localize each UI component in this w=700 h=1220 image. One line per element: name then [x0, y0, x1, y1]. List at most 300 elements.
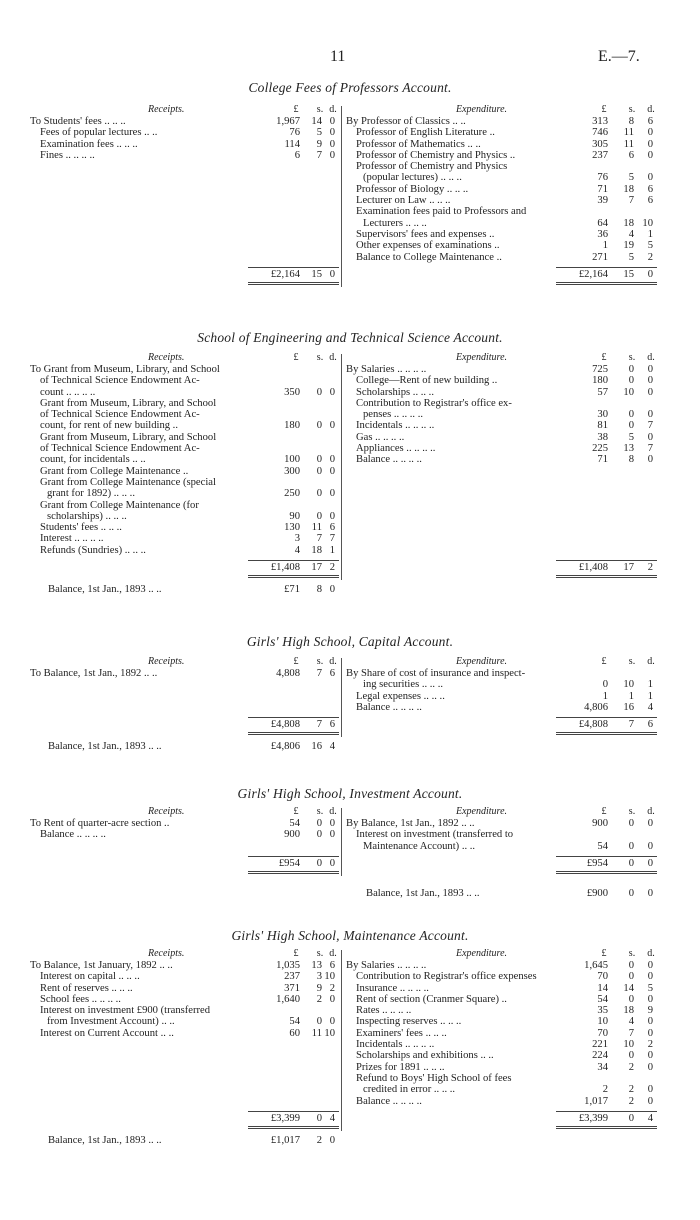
amount-pence: 0 [647, 409, 653, 421]
total-double-rule [556, 871, 657, 874]
amount-pounds: 54 [289, 1016, 300, 1028]
total-double-rule [556, 575, 657, 578]
receipt-row [30, 1028, 340, 1039]
total-rule [248, 267, 339, 268]
receipts-total [30, 1107, 340, 1125]
amount-pence: 0 [329, 1016, 335, 1028]
balance-note [30, 1135, 350, 1146]
amount-pounds: £1,408 [578, 562, 608, 574]
receipt-row [30, 545, 340, 556]
total-rule [248, 560, 339, 561]
amount-pounds: 38 [597, 431, 608, 443]
expenditure-row [346, 229, 656, 240]
amount-pence: 7 [647, 443, 653, 455]
amount-pounds: 36 [597, 228, 608, 240]
receipts-header [30, 104, 340, 116]
amount-pence: 0 [329, 829, 335, 841]
amount-pounds: 250 [284, 488, 300, 500]
receipts-total [30, 556, 340, 574]
row-description: Refund to Boys' High School of fees [356, 1072, 512, 1084]
receipts-total [30, 263, 340, 281]
amount-pence: 0 [647, 887, 653, 899]
unit-pounds: £ [601, 104, 607, 115]
amount-shillings: 7 [628, 1027, 634, 1039]
amount-shillings: 5 [628, 431, 634, 443]
amount-pounds: 1,967 [276, 116, 300, 127]
row-description: Lecturers .. .. .. [363, 217, 427, 229]
amount-shillings: 7 [316, 719, 322, 731]
amount-shillings: 0 [316, 454, 322, 466]
amount-shillings: 2 [628, 1084, 634, 1096]
amount-pounds: 14 [597, 982, 608, 994]
row-description: Grant from College Maintenance (for [40, 499, 199, 511]
receipt-row [30, 971, 340, 982]
spacer [30, 1039, 340, 1050]
row-description: Rent of reserves .. .. .. [40, 982, 133, 994]
expenditure-column [346, 656, 656, 731]
amount-pence: 2 [329, 982, 335, 994]
spacer [30, 195, 340, 206]
amount-pounds: 70 [597, 1027, 608, 1039]
unit-pounds: £ [601, 352, 607, 363]
amount-shillings: 16 [623, 701, 634, 713]
amount-pence: 10 [324, 971, 335, 983]
row-description: By Salaries .. .. .. .. [346, 960, 427, 971]
row-description: Insurance .. .. .. .. [356, 982, 429, 994]
row-description: Grant from College Maintenance (special [40, 476, 216, 488]
amount-pounds: £900 [586, 887, 608, 899]
amount-pounds: £4,806 [270, 741, 300, 753]
amount-shillings: 18 [623, 1005, 634, 1017]
amount-shillings: 17 [623, 562, 634, 574]
amount-pounds: 1,035 [276, 960, 300, 971]
amount-shillings: 5 [316, 127, 322, 139]
amount-pence: 0 [329, 510, 335, 522]
amount-pence: 7 [647, 420, 653, 432]
expenditure-row [346, 702, 656, 713]
receipt-row [30, 454, 340, 465]
total-double-rule [248, 871, 339, 874]
expenditure-row [346, 454, 656, 465]
amount-shillings: 0 [316, 488, 322, 500]
row-description: Contribution to Registrar's office ex- [356, 397, 512, 409]
amount-shillings: 5 [628, 251, 634, 263]
amount-pence: 2 [647, 562, 653, 574]
expenditure-row [346, 443, 656, 454]
spacer [30, 1096, 340, 1107]
amount-pence: 0 [647, 1061, 653, 1073]
expenditure-total [346, 1107, 656, 1125]
spacer [30, 172, 340, 183]
amount-shillings: 7 [628, 719, 634, 731]
amount-pounds: 35 [597, 1005, 608, 1017]
expenditure-row [346, 116, 656, 127]
total-amount [346, 858, 666, 869]
amount-pounds: 1,645 [584, 960, 608, 971]
amount-shillings: 2 [316, 1134, 322, 1146]
row-description: Interest on investment £900 (transferred [40, 1005, 211, 1017]
spacer [30, 252, 340, 263]
amount-pence: 0 [329, 1134, 335, 1146]
amount-shillings: 14 [311, 116, 322, 127]
amount-pence: 7 [329, 533, 335, 545]
unit-shillings: s. [628, 104, 636, 115]
amount-pence: 0 [329, 127, 335, 139]
column-divider [341, 354, 342, 580]
amount-pounds: 30 [597, 409, 608, 421]
unit-pence: d. [329, 104, 337, 115]
amount-pence: 10 [324, 1027, 335, 1039]
amount-shillings: 11 [623, 138, 634, 150]
unit-pence: d. [329, 948, 337, 959]
expenditure-row [346, 818, 656, 829]
amount-pounds: 224 [592, 1050, 608, 1062]
row-description: To Rent of quarter-acre section .. [30, 818, 170, 829]
amount-shillings: 10 [623, 679, 634, 691]
amount-pence: 4 [329, 741, 335, 753]
unit-pounds: £ [601, 656, 607, 667]
spacer [30, 184, 340, 195]
amount-shillings: 0 [628, 818, 634, 829]
amount-pence: 1 [647, 690, 653, 702]
receipt-row [30, 364, 340, 375]
expenditure-total [346, 713, 656, 731]
spacer [346, 545, 656, 556]
receipt-row [30, 818, 340, 829]
amount-shillings: 9 [316, 982, 322, 994]
balance-text: Balance, 1st Jan., 1893 .. .. [366, 887, 480, 899]
amount-pence: 0 [647, 1095, 653, 1107]
expenditure-label: Expenditure. [456, 806, 508, 817]
amount-shillings: 0 [628, 857, 634, 869]
receipt-row [30, 511, 340, 522]
unit-pounds: £ [601, 806, 607, 817]
row-description: Maintenance Account) .. .. [363, 840, 476, 852]
balance-note [346, 888, 656, 899]
expenditure-row [346, 1096, 656, 1107]
amount-pounds: 350 [284, 386, 300, 398]
row-description: Scholarships .. .. .. [356, 386, 434, 398]
amount-shillings: 4 [628, 228, 634, 240]
amount-pence: 4 [329, 1112, 335, 1124]
receipt-row [30, 960, 340, 971]
row-description: grant for 1892) .. .. .. [47, 488, 135, 500]
amount-pence: 0 [329, 420, 335, 432]
receipt-row [30, 488, 340, 499]
amount-shillings: 17 [311, 562, 322, 574]
unit-shillings: s. [628, 656, 636, 667]
amount-pounds: 900 [284, 829, 300, 841]
amount-pence: 9 [647, 1005, 653, 1017]
amount-shillings: 7 [316, 533, 322, 545]
expenditure-row [346, 983, 656, 994]
amount-shillings: 10 [623, 1039, 634, 1051]
amount-pence: 0 [647, 149, 653, 161]
receipts-total [30, 852, 340, 870]
expenditure-header [346, 656, 656, 668]
amount-pence: 1 [329, 544, 335, 556]
amount-pence: 0 [647, 454, 653, 466]
expenditure-header [346, 352, 656, 364]
row-description: Rent of section (Cranmer Square) .. [356, 993, 507, 1005]
amount-pence: 0 [647, 840, 653, 852]
amount-pence: 0 [329, 584, 335, 596]
amount-shillings: 0 [628, 971, 634, 983]
row-description: Professor of English Literature .. [356, 127, 495, 139]
amount-shillings: 0 [628, 420, 634, 432]
row-description: To Grant from Museum, Library, and School [30, 364, 220, 375]
spacer [30, 1062, 340, 1073]
receipt-row [30, 116, 340, 127]
receipts-label: Receipts. [148, 104, 185, 115]
row-description: of Technical Science Endowment Ac- [40, 409, 200, 421]
row-description: Appliances .. .. .. .. [356, 443, 436, 455]
amount-shillings: 7 [316, 149, 322, 161]
unit-pence: d. [647, 806, 655, 817]
spacer [30, 161, 340, 172]
expenditure-row [346, 218, 656, 229]
total-rule [556, 560, 657, 561]
amount-shillings: 8 [316, 584, 322, 596]
amount-shillings: 16 [311, 741, 322, 753]
expenditure-row [346, 172, 656, 183]
total-double-rule [556, 1126, 657, 1129]
amount-pence: 6 [647, 116, 653, 127]
total-amount [346, 269, 666, 280]
row-description: Other expenses of examinations .. [356, 240, 500, 252]
total-amount [30, 269, 350, 280]
amount-shillings: 9 [316, 138, 322, 150]
receipts-column [30, 104, 340, 281]
amount-pence: 0 [647, 431, 653, 443]
row-description: To Students' fees .. .. .. [30, 116, 126, 127]
amount-pence: 0 [329, 386, 335, 398]
row-description: ing securities .. .. .. [363, 679, 444, 691]
section-title: Girls' High School, Maintenance Account. [231, 928, 469, 943]
amount-pence: 0 [647, 971, 653, 983]
amount-pounds: 271 [592, 251, 608, 263]
row-description: School fees .. .. .. .. [40, 993, 121, 1005]
amount-pounds: £954 [278, 857, 300, 869]
amount-pence: 0 [329, 857, 335, 869]
total-amount [346, 562, 666, 573]
expenditure-row [346, 1039, 656, 1050]
row-description: Interest on capital .. .. .. [40, 971, 140, 983]
total-amount [30, 562, 350, 573]
amount-pence: 4 [647, 701, 653, 713]
amount-pounds: 54 [597, 993, 608, 1005]
receipts-total [30, 713, 340, 731]
total-amount [346, 1113, 666, 1124]
amount-shillings: 18 [623, 183, 634, 195]
unit-shillings: s. [628, 352, 636, 363]
amount-pence: 0 [329, 454, 335, 466]
expenditure-row [346, 375, 656, 386]
row-description: Supervisors' fees and expenses .. [356, 228, 495, 240]
row-description: Fines .. .. .. .. [40, 149, 95, 161]
expenditure-row [346, 1028, 656, 1039]
unit-shillings: s. [628, 806, 636, 817]
amount-shillings: 2 [628, 1095, 634, 1107]
amount-shillings: 18 [311, 544, 322, 556]
amount-shillings: 1 [628, 690, 634, 702]
row-description: penses .. .. .. .. [363, 409, 424, 421]
spacer [30, 679, 340, 690]
row-description: Grant from Museum, Library, and School [40, 397, 217, 409]
amount-pence: 0 [329, 465, 335, 477]
row-description: of Technical Science Endowment Ac- [40, 375, 200, 387]
amount-shillings: 0 [628, 409, 634, 421]
expenditure-row [346, 409, 656, 420]
amount-pence: 0 [647, 268, 653, 280]
amount-pence: 6 [647, 183, 653, 195]
amount-pence: 0 [647, 172, 653, 184]
receipts-label: Receipts. [148, 352, 185, 363]
unit-pounds: £ [601, 948, 607, 959]
amount-shillings: 2 [628, 1061, 634, 1073]
expenditure-column [346, 806, 656, 899]
amount-pounds: 57 [597, 386, 608, 398]
row-description: Prizes for 1891 .. .. .. [356, 1061, 445, 1073]
row-description: count, for incidentals .. .. [40, 454, 146, 466]
receipts-column [30, 656, 340, 731]
receipt-row [30, 443, 340, 454]
receipts-header [30, 948, 340, 960]
amount-pounds: £3,399 [270, 1112, 300, 1124]
amount-pence: 0 [647, 127, 653, 139]
amount-pounds: 3 [294, 533, 300, 545]
amount-pounds: 371 [284, 982, 300, 994]
row-description: By Share of cost of insurance and inspect- [346, 668, 526, 679]
row-description: Incidentals .. .. .. .. [356, 1039, 435, 1051]
receipt-row [30, 150, 340, 161]
amount-pounds: 71 [597, 454, 608, 466]
amount-pounds: 725 [592, 364, 608, 375]
expenditure-row [346, 150, 656, 161]
amount-pounds: 4,808 [276, 668, 300, 679]
receipts-column [30, 806, 340, 870]
row-description: By Balance, 1st Jan., 1892 .. .. [346, 818, 475, 829]
unit-pence: d. [647, 656, 655, 667]
row-description: Lecturer on Law .. .. .. [356, 195, 451, 207]
total-amount [346, 719, 666, 730]
spacer [346, 522, 656, 533]
expenditure-row [346, 1016, 656, 1027]
total-rule [248, 1111, 339, 1112]
amount-pounds: 313 [592, 116, 608, 127]
section-title: College Fees of Professors Account. [248, 80, 452, 95]
receipt-row [30, 829, 340, 840]
total-rule [248, 856, 339, 857]
amount-pence: 1 [647, 679, 653, 691]
receipt-row [30, 466, 340, 477]
section-title: School of Engineering and Technical Science Account. [197, 330, 503, 345]
expenditure-header [346, 104, 656, 116]
amount-pence: 0 [329, 268, 335, 280]
unit-pounds: £ [293, 352, 299, 363]
spacer [30, 1073, 340, 1084]
balance-text: Balance, 1st Jan., 1893 .. .. [48, 741, 162, 753]
amount-pence: 6 [329, 719, 335, 731]
row-description: By Professor of Classics .. .. [346, 116, 466, 127]
amount-pounds: 1 [602, 690, 608, 702]
spacer [346, 488, 656, 499]
row-description: Grant from College Maintenance .. [40, 465, 189, 477]
expenditure-row [346, 679, 656, 690]
amount-pence: 6 [647, 719, 653, 731]
amount-pounds: 4,806 [584, 701, 608, 713]
amount-pence: 0 [647, 960, 653, 971]
expenditure-row [346, 1005, 656, 1016]
amount-pounds: 237 [284, 971, 300, 983]
amount-shillings: 0 [316, 857, 322, 869]
amount-shillings: 8 [628, 116, 634, 127]
amount-shillings: 13 [623, 443, 634, 455]
expenditure-row [346, 841, 656, 852]
unit-shillings: s. [316, 104, 324, 115]
unit-pence: d. [329, 806, 337, 817]
row-description: Legal expenses .. .. .. [356, 690, 445, 702]
amount-pence: 0 [647, 818, 653, 829]
expenditure-row [346, 161, 656, 172]
expenditure-column [346, 352, 656, 574]
row-description: Rates .. .. .. .. [356, 1005, 412, 1017]
amount-shillings: 15 [623, 268, 634, 280]
receipt-row [30, 994, 340, 1005]
amount-pounds: 90 [289, 510, 300, 522]
row-description: Balance to College Maintenance .. [356, 251, 502, 263]
total-rule [248, 717, 339, 718]
amount-pounds: 114 [284, 138, 300, 150]
amount-pence: 0 [647, 375, 653, 387]
expenditure-row [346, 127, 656, 138]
row-description: Interest on Current Account .. .. [40, 1027, 174, 1039]
unit-pence: d. [647, 352, 655, 363]
amount-pence: 0 [647, 364, 653, 375]
row-description: Professor of Biology .. .. .. [356, 183, 469, 195]
amount-pounds: 64 [597, 217, 608, 229]
amount-pounds: £2,164 [270, 268, 300, 280]
expenditure-row [346, 184, 656, 195]
expenditure-row [346, 994, 656, 1005]
unit-pounds: £ [293, 806, 299, 817]
section-title: Girls' High School, Capital Account. [246, 634, 454, 649]
amount-shillings: 7 [628, 195, 634, 207]
unit-shillings: s. [628, 948, 636, 959]
amount-shillings: 0 [628, 993, 634, 1005]
expenditure-label: Expenditure. [456, 948, 508, 959]
expenditure-row [346, 240, 656, 251]
amount-shillings: 13 [311, 960, 322, 971]
row-description: credited in error .. .. .. [363, 1084, 456, 1096]
row-description: Balance .. .. .. .. [356, 454, 422, 466]
spacer [346, 500, 656, 511]
amount-pounds: £71 [284, 584, 300, 596]
spacer [30, 1050, 340, 1061]
page-number: 11 [330, 48, 346, 65]
receipts-label: Receipts. [148, 806, 185, 817]
amount-pence: 0 [647, 1016, 653, 1028]
amount-pounds: 0 [602, 679, 608, 691]
expenditure-row [346, 1073, 656, 1084]
spacer [30, 240, 340, 251]
amount-shillings: 0 [628, 375, 634, 387]
amount-pounds: 237 [592, 149, 608, 161]
expenditure-row [346, 668, 656, 679]
receipt-row [30, 375, 340, 386]
expenditure-row [346, 364, 656, 375]
total-amount [30, 1113, 350, 1124]
